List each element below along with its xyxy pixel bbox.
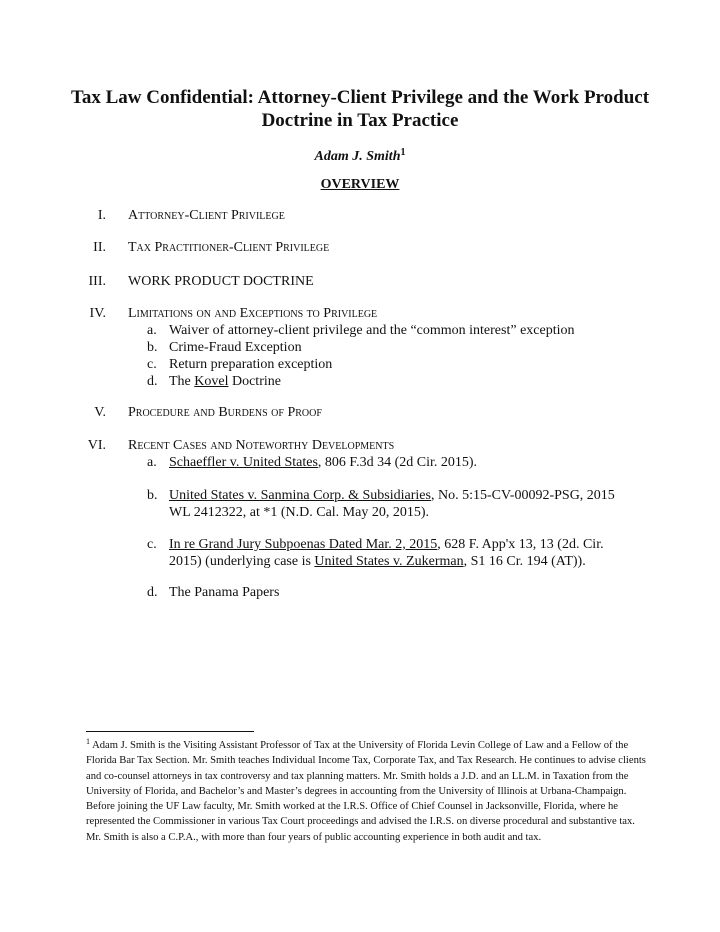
item-text: The Panama Papers bbox=[169, 585, 280, 600]
list-item bbox=[147, 356, 333, 373]
list-item bbox=[147, 322, 575, 339]
list-item bbox=[147, 487, 615, 520]
section-number: I. bbox=[97, 208, 106, 223]
author-name: Adam J. Smith bbox=[314, 149, 401, 164]
item-letter: b. bbox=[147, 488, 158, 503]
list-item bbox=[147, 373, 281, 390]
footnote-mark: 1 bbox=[86, 737, 90, 746]
footnote-ref[interactable]: 1 bbox=[400, 147, 406, 158]
item-letter: c. bbox=[147, 357, 157, 372]
footnote-text: Adam J. Smith is the Visiting Assistant Professor of Tax at the University of Florida Levin College of Law and a Fellow of the Florida Bar Tax Section. Mr. Smith teaches Individual Income Tax, Corporate Tax, and Tax Research. He continues to advise clients and co-counsel attorneys in tax controversy and tax planning matters. Mr. Smith holds a J.D. and an LL.M. in Taxation from the University of Florida, and Bachelor’s and Master’s degrees in accounting from the University of Illinois at Urbana-Champaign. Before joining the UF Law faculty, Mr. Smith worked at the I.R.S. Office of Chief Counsel in Jacksonville, Florida, where he represented the Commissioner in various Tax Court proceedings and advised the I.R.S. on diverse procedural and substantive tax. Mr. Smith is also a C.P.A., with more than four years of public accounting experience in both audit and tax. bbox=[86, 740, 646, 843]
author-line bbox=[0, 149, 720, 165]
item-text bbox=[169, 373, 629, 390]
item-letter: c. bbox=[147, 537, 157, 552]
item-letter: b. bbox=[147, 340, 158, 355]
section-heading: Attorney-Client Privilege bbox=[128, 208, 285, 223]
list-item bbox=[147, 584, 280, 601]
footnote-separator bbox=[86, 731, 254, 732]
section-heading: WORK PRODUCT DOCTRINE bbox=[128, 274, 314, 289]
citation: , No. 5:15-CV-00092-PSG, 2015 WL 2412322, at *1 (N.D. Cal. May 20, 2015). bbox=[169, 488, 615, 520]
overview-heading: OVERVIEW bbox=[320, 177, 400, 192]
case-name: United States v. Zukerman bbox=[314, 554, 464, 569]
case-name: United States v. Sanmina Corp. & Subsidiaries bbox=[169, 488, 431, 503]
item-text bbox=[169, 487, 629, 521]
list-item bbox=[147, 536, 604, 569]
item-letter: a. bbox=[147, 455, 157, 470]
citation: , 628 F. App'x 13, 13 (2d. Cir. 2015) (underlying case is bbox=[169, 537, 604, 569]
section-number: III. bbox=[88, 274, 106, 289]
list-item bbox=[147, 454, 478, 471]
item-text-post: Doctrine bbox=[228, 374, 281, 389]
item-letter: a. bbox=[147, 323, 157, 338]
item-letter: d. bbox=[147, 374, 158, 389]
section-number: VI. bbox=[87, 438, 106, 453]
citation: , S1 16 Cr. 194 (AT)). bbox=[463, 554, 586, 569]
section-number: IV. bbox=[89, 306, 106, 321]
item-text bbox=[169, 454, 629, 471]
section-number: V. bbox=[94, 405, 106, 420]
item-letter: d. bbox=[147, 585, 158, 600]
case-name: In re Grand Jury Subpoenas Dated Mar. 2, 2015 bbox=[169, 537, 438, 552]
item-text-pre: The bbox=[169, 374, 195, 389]
item-text bbox=[169, 536, 629, 570]
section-heading: Recent Cases and Noteworthy Developments bbox=[128, 438, 395, 453]
section-heading: Procedure and Burdens of Proof bbox=[128, 405, 322, 420]
section-number: II. bbox=[93, 240, 106, 255]
section-heading: Tax Practitioner-Client Privilege bbox=[128, 240, 330, 255]
item-text: Crime-Fraud Exception bbox=[169, 340, 302, 355]
list-item bbox=[147, 339, 302, 356]
document-title: Tax Law Confidential: Attorney-Client Privilege and the Work Product Doctrine in Tax Practice bbox=[70, 87, 650, 131]
citation: , 806 F.3d 34 (2d Cir. 2015). bbox=[317, 455, 478, 470]
item-text: Return preparation exception bbox=[169, 357, 333, 372]
case-name: Schaeffler v. United States bbox=[169, 455, 318, 470]
case-name: Kovel bbox=[194, 374, 229, 389]
section-heading: Limitations on and Exceptions to Privilege bbox=[128, 306, 378, 321]
footnote bbox=[86, 738, 648, 845]
item-text: Waiver of attorney-client privilege and the “common interest” exception bbox=[169, 323, 575, 338]
